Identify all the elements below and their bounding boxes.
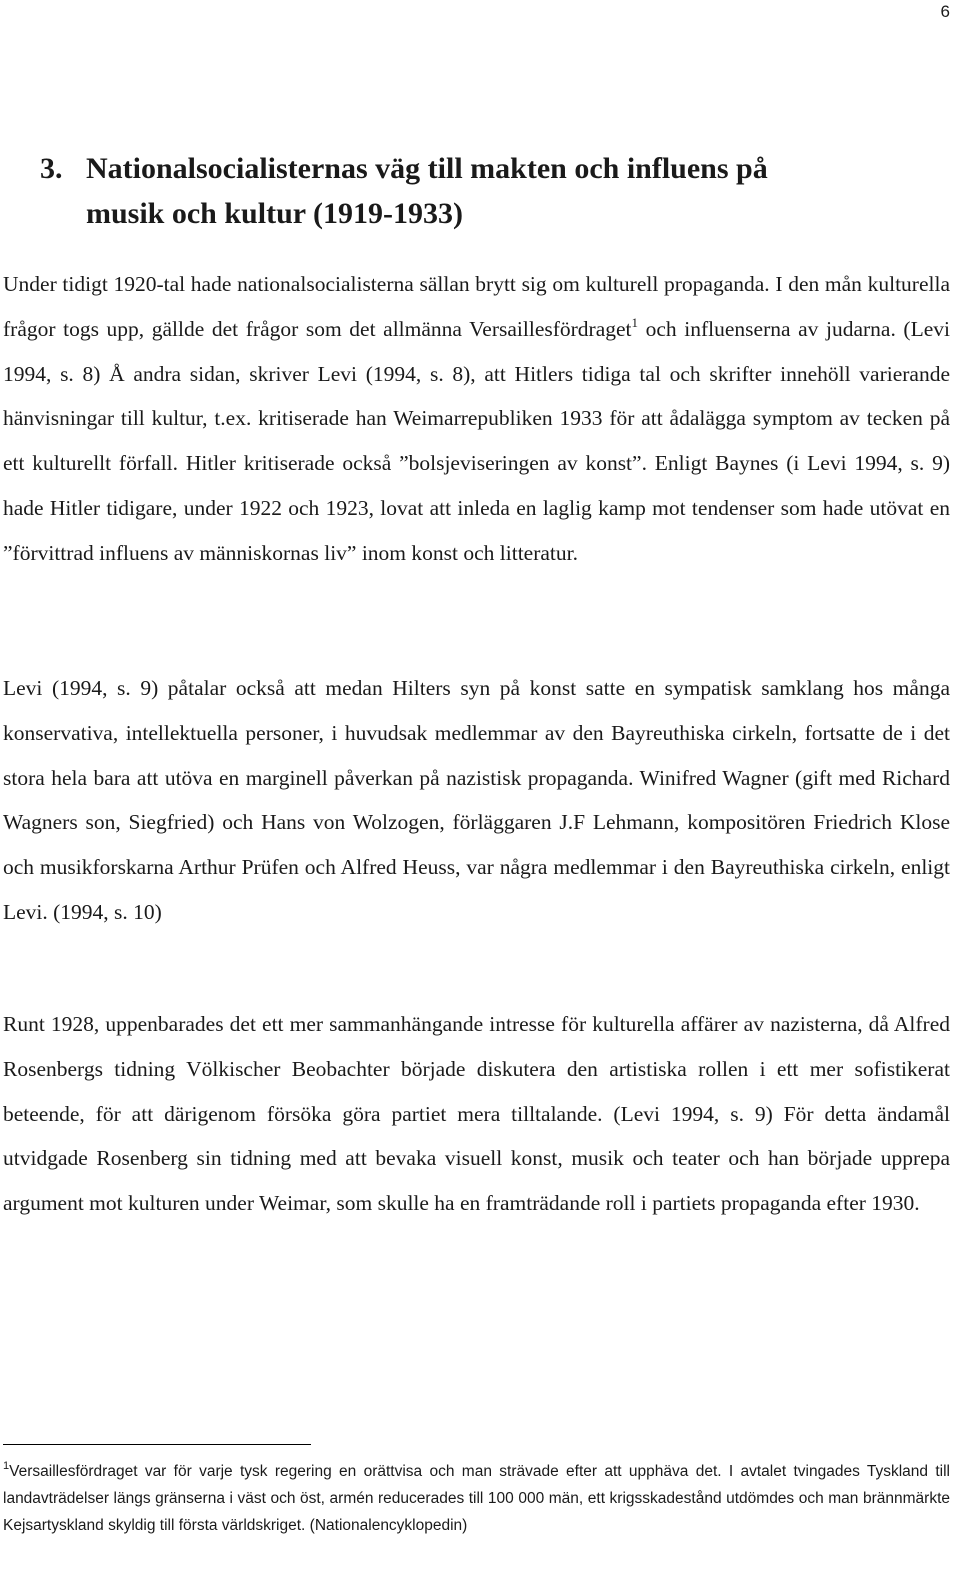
- footnote-reference[interactable]: 1: [631, 314, 639, 330]
- chapter-title-line-1: Nationalsocialisternas väg till makten och influens på: [86, 152, 768, 185]
- footnote-marker: 1: [3, 1460, 10, 1472]
- chapter-heading: [40, 146, 920, 236]
- paragraph-3: Runt 1928, uppenbarades det ett mer sammanhängande intresse för kulturella affärer av nazisterna, då Alfred Rosenbergs tidning Völkischer Beobachter började diskutera den artistiska rollen i ett mer sofistikerat beteende, för att därigenom försöka göra partiet mera tilltalande. (Levi 1994, s. 9) För detta ändamål utvidgade Rosenberg sin tidning med att bevaka visuell konst, musik och teater och han började upprepa argument mot kulturen under Weimar, som skulle ha en framträdande roll i partiets propaganda efter 1930.: [3, 1012, 950, 1216]
- footnote: [3, 1458, 950, 1539]
- paragraph-1-text-a: Under tidigt 1920-tal hade nationalsocialisterna sällan brytt sig om kulturell propaganda. I den mån kulturella frågor togs upp, gällde det frågor som det allmänna Versaillesfördraget: [3, 272, 950, 341]
- chapter-title-line-2: musik och kultur (1919-1933): [86, 197, 463, 230]
- paragraph-2: Levi (1994, s. 9) påtalar också att medan Hilters syn på konst satte en sympatisk samklang hos många konservativa, intellektuella personer, i huvudsak medlemmar av den Bayreuthiska cirkeln, fortsatte de i det stora hela bara att utöva en marginell påverkan på nazistisk propaganda. Winifred Wagner (gift med Richard Wagners son, Siegfried) och Hans von Wolzogen, förläggaren J.F Lehmann, kompositören Friedrich Klose och musikforskarna Arthur Prüfen och Alfred Heuss, var några medlemmar i den Bayreuthiska cirkeln, enligt Levi. (1994, s. 10): [3, 676, 950, 924]
- footnote-text: Versaillesfördraget var för varje tysk regering en orättvisa och man strävade efter att upphäva det. I avtalet tvingades Tyskland till landavträdelser längs gränserna i väst och öst, armén reducerades till 100 000 män, ett krigsskadestånd utdömdes och man brännmärkte Kejsartyskland skyldig till första världskriget. (Nationalencyklopedin): [3, 1463, 950, 1534]
- page-number: 6: [940, 2, 950, 21]
- chapter-number: 3.: [40, 152, 63, 185]
- paragraph-1: [3, 262, 950, 576]
- paragraph-1-text-b: och influenserna av judarna. (Levi 1994, s. 8) Å andra sidan, skriver Levi (1994, s. 8), att Hitlers tidiga tal och skrifter innehöll varierande hänvisningar till kultur, t.ex. kritiserade han Weimarrepubliken 1933 för att ådalägga symptom av tecken på ett kulturellt förfall. Hitler kritiserade också ”bolsjeviseringen av konst”. Enligt Baynes (i Levi 1994, s. 9) hade Hitler tidigare, under 1922 och 1923, lovat att inleda en laglig kamp mot tendenser som hade utövat en ”förvittrad influens av människornas liv” inom konst och litteratur.: [3, 316, 950, 565]
- footnote-divider: [3, 1444, 311, 1445]
